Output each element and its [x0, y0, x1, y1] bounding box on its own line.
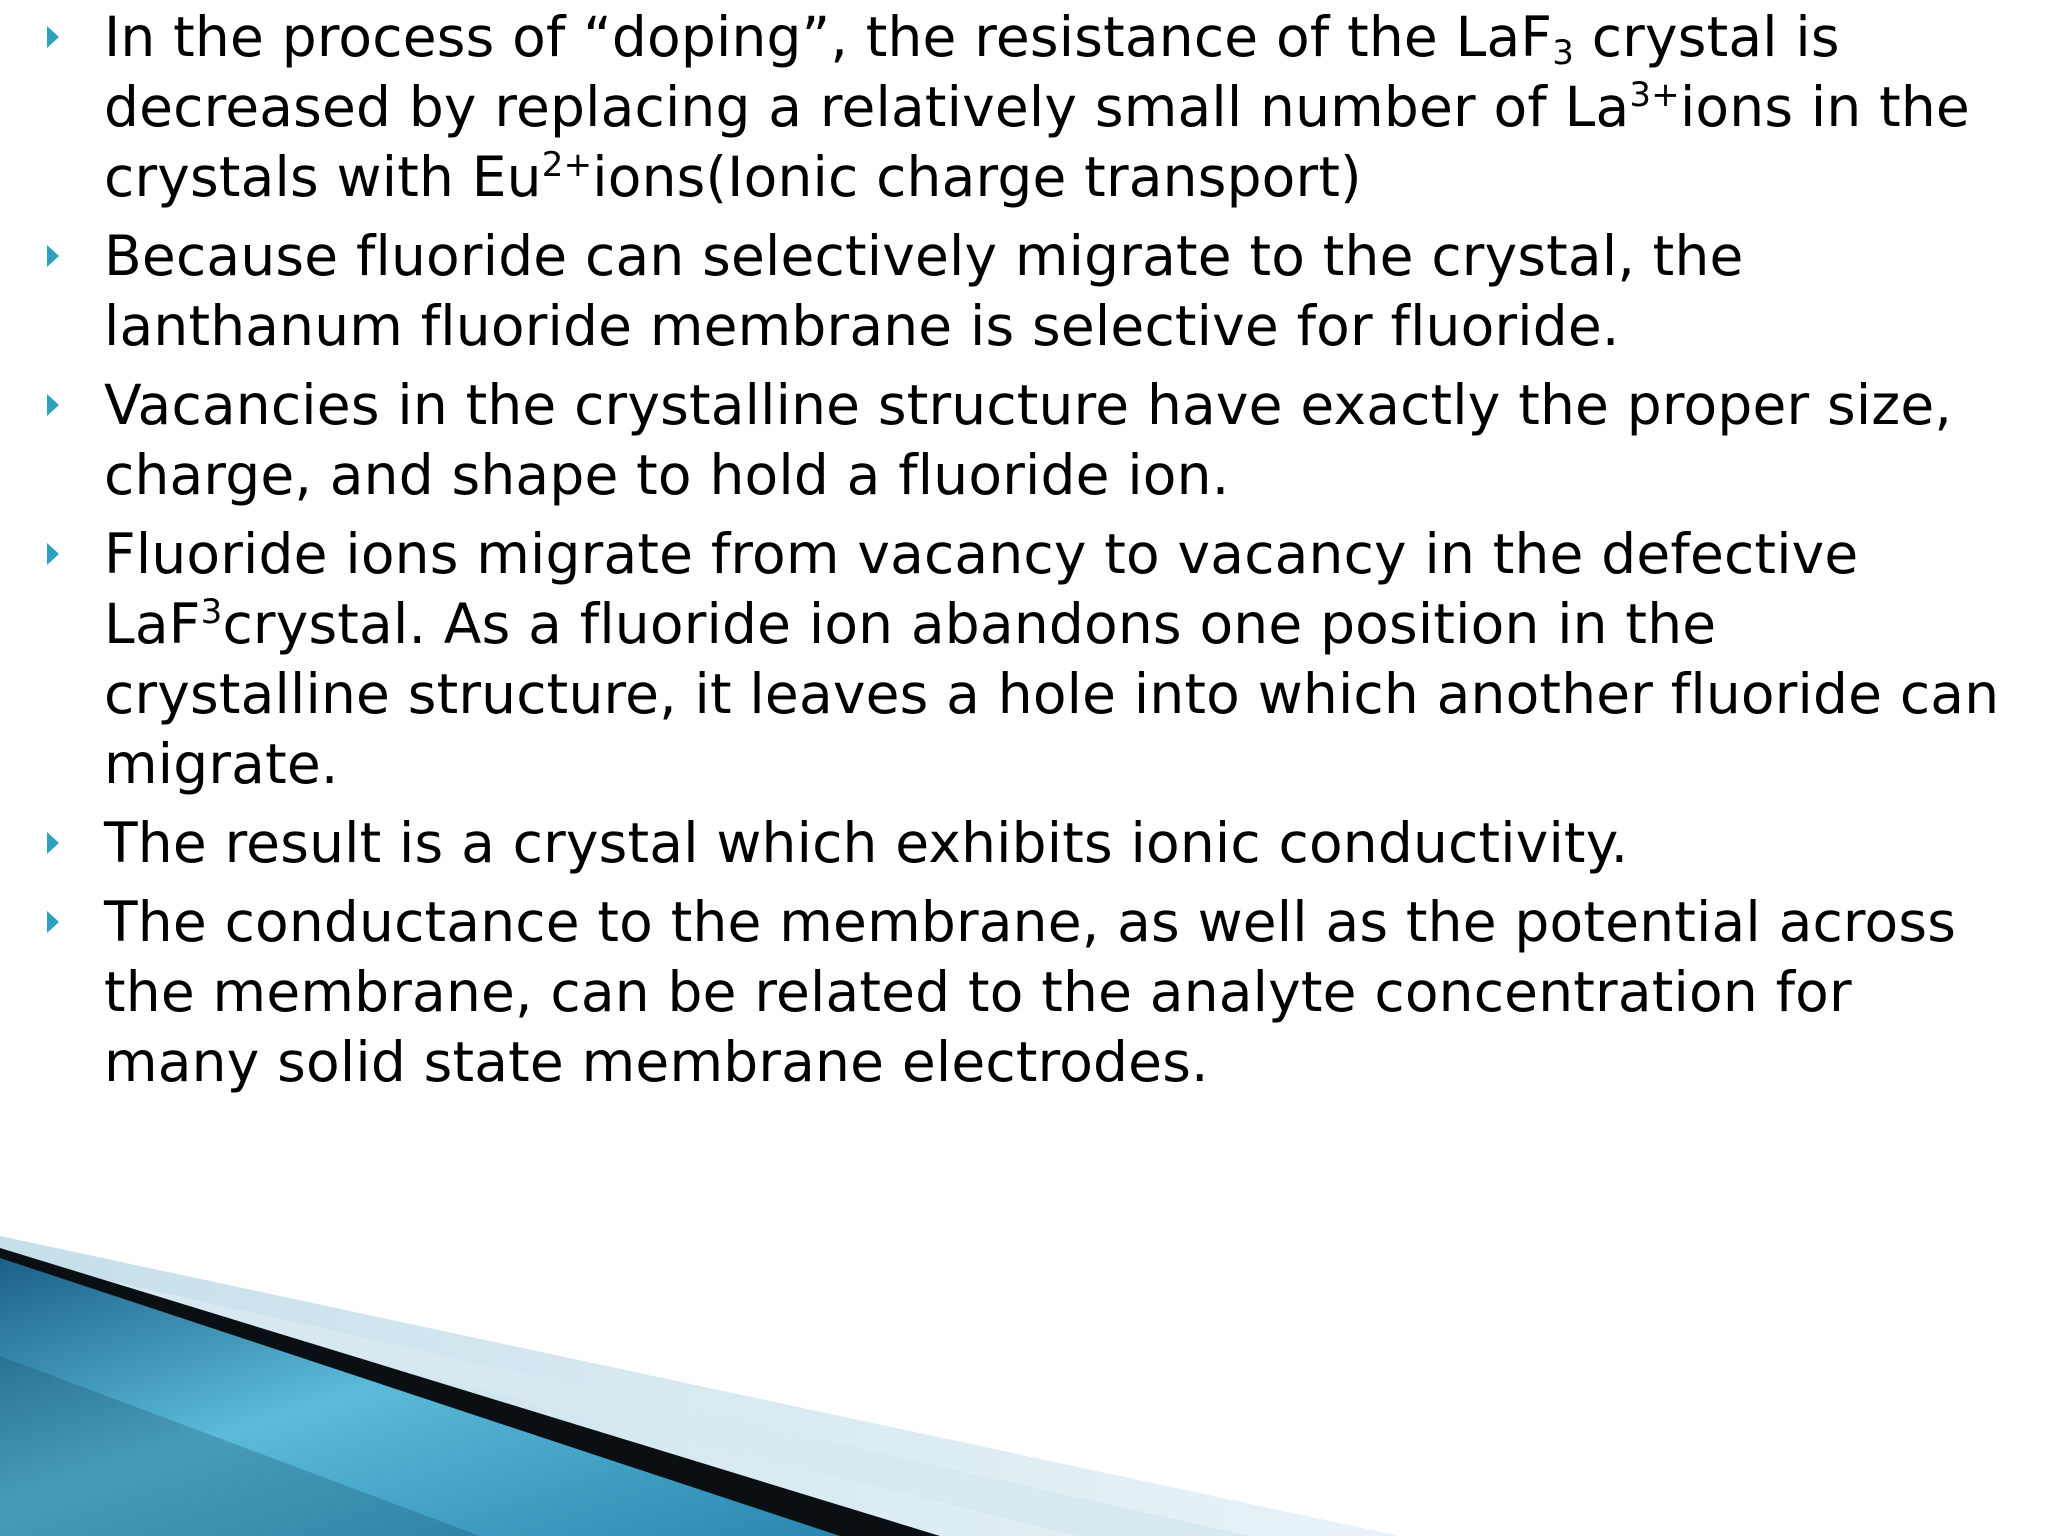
bullet-item-1	[0, 2, 2010, 212]
bullet-item-2	[0, 221, 2010, 361]
bullet-text-4: Fluoride ions migrate from vacancy to vacancy in the defective LaF$^3$crystal. As a fluoride ion abandons one position in the crystalline structure, it leaves a hole into which another fluoride can migrate.	[104, 522, 2000, 796]
bullet-item-6	[0, 887, 2010, 1097]
triangle-bullet-icon	[47, 394, 59, 416]
bullet-item-5	[0, 808, 2010, 878]
triangle-bullet-icon	[47, 245, 59, 267]
bullet-item-4	[0, 519, 2010, 799]
decorative-wave-graphic	[0, 1236, 2048, 1536]
triangle-bullet-icon	[47, 911, 59, 933]
bullet-list	[0, 2, 2010, 1106]
bullet-item-3	[0, 370, 2010, 510]
bullet-text-5: The result is a crystal which exhibits ionic conductivity.	[104, 811, 1629, 875]
bullet-text-1: In the process of “doping”, the resistance of the LaF$_3$ crystal is decreased by replacing a relatively small number of $La^{3+}ions$ in the crystals with $Eu^{2+}ions(Ionic$ charge transport)	[104, 5, 1970, 209]
triangle-bullet-icon	[47, 26, 59, 48]
bullet-text-2: Because fluoride can selectively migrate to the crystal, the lanthanum fluoride membrane is selective for fluoride.	[104, 224, 1744, 358]
bullet-text-6: The conductance to the membrane, as well as the potential across the membrane, can be related to the analyte concentration for many solid state membrane electrodes.	[104, 890, 1957, 1094]
bullet-text-3: Vacancies in the crystalline structure have exactly the proper size, charge, and shape to hold a fluoride ion.	[104, 373, 1953, 507]
triangle-bullet-icon	[47, 832, 59, 854]
triangle-bullet-icon	[47, 543, 59, 565]
